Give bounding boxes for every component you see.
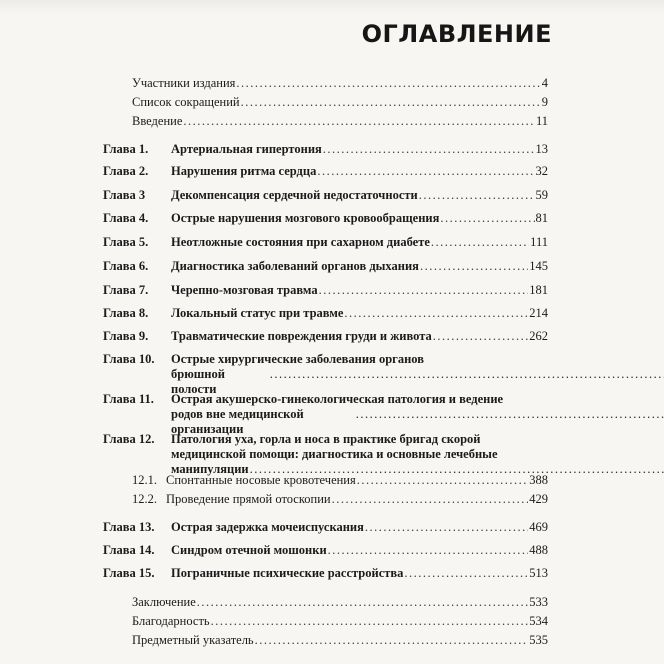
entry-page: 111 <box>530 235 548 249</box>
toc-entry-chapter <box>103 164 548 179</box>
subsection-number: 12.1. <box>132 473 157 487</box>
leader-dots <box>241 95 541 110</box>
entry-title: Введение <box>132 114 183 128</box>
toc-entry-subsection <box>132 492 548 507</box>
leader-dots <box>419 188 535 203</box>
entry-title: Благодарность <box>132 614 210 628</box>
chapter-number: Глава 3 <box>103 188 146 202</box>
entry-page: 429 <box>529 492 548 506</box>
chapter-number: Глава 11. <box>103 392 154 406</box>
leader-dots <box>356 407 664 422</box>
chapter-number: Глава 15. <box>103 566 155 580</box>
chapter-number: Глава 8. <box>103 306 149 320</box>
entry-title-line: Острая акушерско-гинекологическая патология и ведение <box>171 392 504 406</box>
toc-entry-chapter <box>103 432 548 477</box>
toc-entry-chapter <box>103 543 548 558</box>
entry-page: 469 <box>529 520 548 534</box>
entry-page: 9 <box>541 95 548 109</box>
page-title: ОГЛАВЛЕНИЕ <box>361 20 552 48</box>
toc-entry-chapter <box>103 188 548 203</box>
toc-entry-chapter <box>103 235 548 250</box>
leader-dots <box>440 211 534 226</box>
entry-title: Черепно-мозговая травма <box>171 283 318 297</box>
toc-entry-front <box>132 95 548 110</box>
leader-dots <box>357 473 529 488</box>
entry-page: 13 <box>535 142 548 156</box>
entry-title-line: манипуляции <box>171 462 249 476</box>
entry-title: Травматические повреждения груди и живота <box>171 329 432 343</box>
entry-title: Синдром отечной мошонки <box>171 543 327 557</box>
entry-page: 533 <box>529 595 548 609</box>
leader-dots <box>183 114 535 129</box>
entry-title-line: Острые хирургические заболевания органов <box>171 352 424 366</box>
toc-entry-back <box>132 633 548 648</box>
chapter-number: Глава 1. <box>103 142 149 156</box>
leader-dots <box>323 142 535 157</box>
leader-dots <box>211 614 529 629</box>
leader-dots <box>431 235 529 250</box>
entry-title: Спонтанные носовые кровотечения <box>166 473 356 487</box>
subsection-number: 12.2. <box>132 492 157 506</box>
entry-page: 534 <box>529 614 548 628</box>
entry-page: 32 <box>535 164 548 178</box>
entry-title-line: родов вне медицинской организации <box>171 407 304 436</box>
entry-title: Декомпенсация сердечной недостаточности <box>171 188 418 202</box>
toc-entry-chapter <box>103 520 548 535</box>
entry-page: 59 <box>535 188 548 202</box>
entry-title: Список сокращений <box>132 95 240 109</box>
chapter-number: Глава 7. <box>103 283 149 297</box>
toc-entry-chapter <box>103 259 548 274</box>
leader-dots <box>270 367 664 382</box>
chapter-number: Глава 10. <box>103 352 155 366</box>
entry-page: 388 <box>529 473 548 487</box>
chapter-number: Глава 4. <box>103 211 149 225</box>
entry-page: 81 <box>535 211 548 225</box>
chapter-number: Глава 6. <box>103 259 149 273</box>
toc-entry-chapter <box>103 142 548 157</box>
entry-title: Локальный статус при травме <box>171 306 344 320</box>
entry-title: Нарушения ритма сердца <box>171 164 317 178</box>
entry-page: 11 <box>535 114 548 128</box>
leader-dots <box>255 633 529 648</box>
entry-title: Проведение прямой отоскопии <box>166 492 331 506</box>
chapter-number: Глава 9. <box>103 329 149 343</box>
toc-entry-chapter <box>103 352 548 397</box>
chapter-number: Глава 13. <box>103 520 155 534</box>
toc-entry-front <box>132 114 548 129</box>
leader-dots <box>317 164 534 179</box>
entry-page: 214 <box>529 306 548 320</box>
chapter-number: Глава 5. <box>103 235 149 249</box>
entry-title: Артериальная гипертония <box>171 142 322 156</box>
entry-title: Пограничные психические расстройства <box>171 566 404 580</box>
chapter-number: Глава 12. <box>103 432 155 446</box>
leader-dots <box>365 520 528 535</box>
toc-entry-chapter <box>103 329 548 344</box>
toc-entry-chapter <box>103 392 548 437</box>
entry-title: Диагностика заболеваний органов дыхания <box>171 259 419 273</box>
entry-page: 535 <box>529 633 548 647</box>
toc-entry-chapter <box>103 283 548 298</box>
leader-dots <box>420 259 528 274</box>
entry-title: Участники издания <box>132 76 236 90</box>
leader-dots <box>344 306 528 321</box>
leader-dots <box>404 566 528 581</box>
toc-entry-chapter <box>103 566 548 581</box>
toc-entry-chapter <box>103 211 548 226</box>
chapter-number: Глава 14. <box>103 543 155 557</box>
entry-page: 488 <box>529 543 548 557</box>
entry-title: Неотложные состояния при сахарном диабете <box>171 235 430 249</box>
toc-entry-front <box>132 76 548 91</box>
entry-title-line: Патология уха, горла и носа в практике бригад скорой <box>171 432 481 446</box>
entry-title: Острые нарушения мозгового кровообращения <box>171 211 440 225</box>
entry-page: 262 <box>529 329 548 343</box>
toc-entry-back <box>132 614 548 629</box>
entry-page: 513 <box>529 566 548 580</box>
entry-page: 4 <box>541 76 548 90</box>
entry-page: 181 <box>529 283 548 297</box>
entry-title: Острая задержка мочеиспускания <box>171 520 364 534</box>
toc-entry-chapter <box>103 306 548 321</box>
leader-dots <box>197 595 529 610</box>
leader-dots <box>433 329 528 344</box>
entry-title: Предметный указатель <box>132 633 254 647</box>
entry-title: Заключение <box>132 595 196 609</box>
toc-entry-subsection <box>132 473 548 488</box>
leader-dots <box>236 76 540 91</box>
leader-dots <box>328 543 529 558</box>
entry-title-line: брюшной полости <box>171 367 225 396</box>
entry-title-line: медицинской помощи: диагностика и основные лечебные <box>171 447 498 461</box>
toc-entry-back <box>132 595 548 610</box>
leader-dots <box>319 283 529 298</box>
entry-page: 145 <box>529 259 548 273</box>
leader-dots <box>332 492 529 507</box>
chapter-number: Глава 2. <box>103 164 149 178</box>
